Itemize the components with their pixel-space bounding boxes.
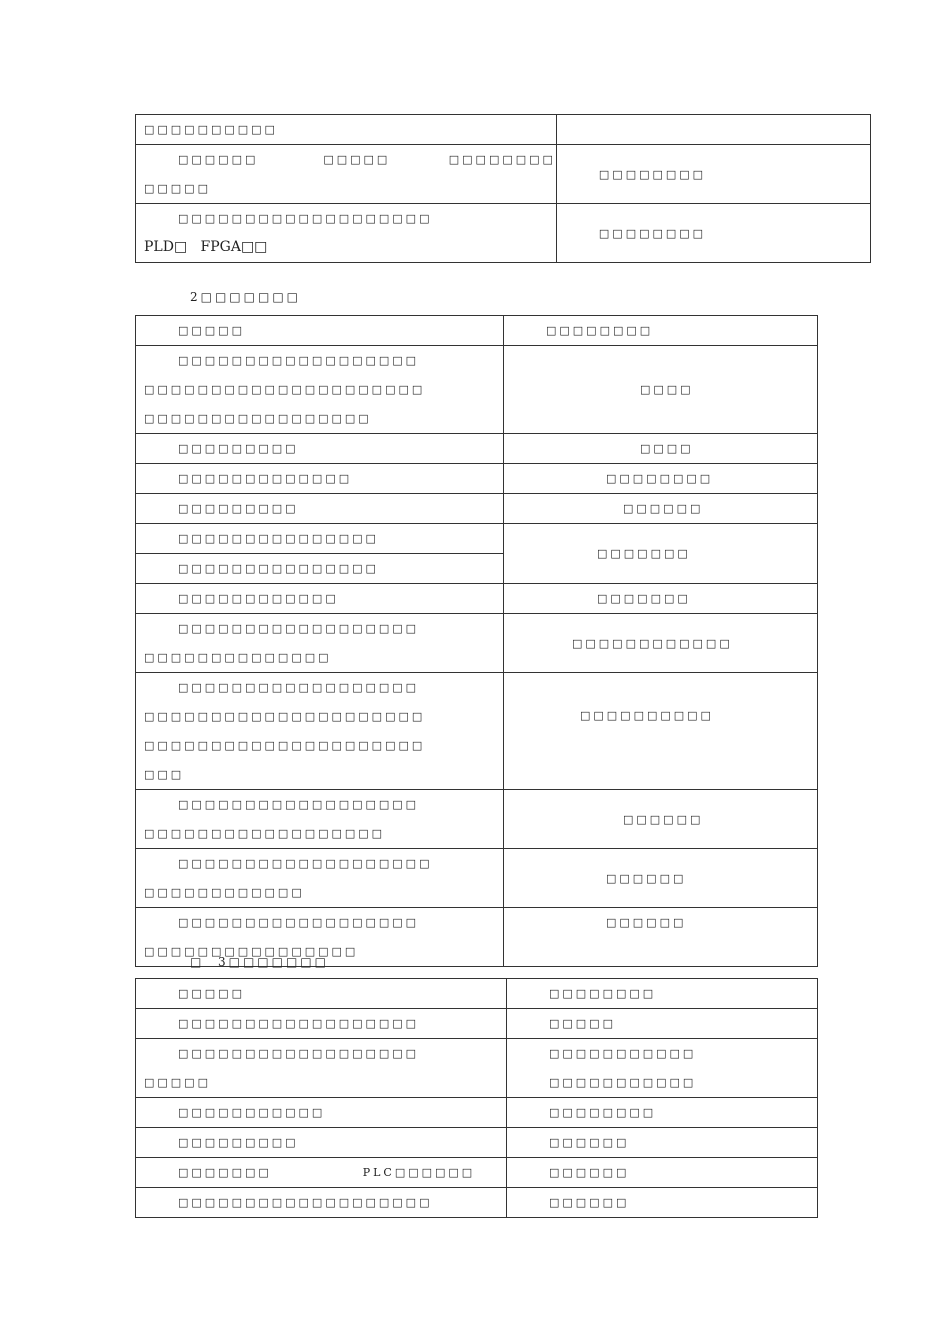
table-row: [136, 1009, 818, 1039]
cell-text: □□□□□□□□□□□□□□□□□□□□□: [144, 710, 426, 723]
table-row: [136, 1098, 818, 1128]
table-cell: [504, 524, 818, 584]
table-cell: [507, 1039, 818, 1098]
table-cell: [507, 1009, 818, 1039]
cell-text: □□□□□□□□□□□□□□□□□□□: [178, 212, 433, 225]
table-row: [136, 1188, 818, 1218]
table-row: [136, 614, 818, 673]
table-cell: [504, 849, 818, 908]
table-cell: [136, 145, 557, 204]
table-cell: [136, 1188, 507, 1218]
table-cell: [556, 115, 870, 145]
table-2: [135, 315, 818, 967]
cell-text: □□□□□□□□□□□: [549, 1047, 697, 1060]
cell-text: □□□□□: [178, 324, 245, 337]
table-cell: [556, 204, 870, 263]
cell-text: □□□□□□□□□□□□□□□□: [144, 945, 359, 958]
cell-text: □□□□□□□□□□□□□□□□□□: [178, 354, 420, 367]
cell-text: □□□□□□□□□□□□□□□□□□□: [178, 1196, 433, 1209]
table-cell: [504, 316, 818, 346]
cell-text: □□□□□□: [623, 812, 704, 826]
table-row: [136, 145, 871, 204]
table-row: [136, 204, 871, 263]
table-row: [136, 1158, 818, 1188]
table-cell: [136, 979, 507, 1009]
cell-text: □□□□□□□□□□□□: [144, 886, 305, 899]
cell-text: □□□□□□□□: [546, 324, 654, 337]
section-heading-2: 2□□□□□□□: [190, 290, 301, 304]
cell-text: □□□□□□: [606, 871, 687, 885]
table-cell: [504, 790, 818, 849]
table-cell: [136, 204, 557, 263]
cell-text: □□□□□□□□□□: [580, 709, 714, 722]
table-cell: [136, 434, 504, 464]
table-1: [135, 114, 871, 263]
table-cell: [136, 790, 504, 849]
cell-text: □□□□□: [178, 987, 245, 1000]
table-cell: [136, 1158, 507, 1188]
table-cell: [504, 908, 818, 967]
table-cell: [504, 494, 818, 524]
cell-text: □□□: [144, 768, 185, 781]
cell-text: □□□□□□ □□□□□ □□□□□□□□: [178, 153, 556, 166]
table-row: [136, 464, 818, 494]
cell-text: □□□□□□□□□□□□□□□□□□: [178, 1047, 420, 1060]
cell-text: □□□□□□□□□□□□□□□□□□: [178, 916, 420, 929]
table-cell: [136, 524, 504, 584]
table-cell: [136, 1009, 507, 1039]
cell-text: □□□□□□□□: [598, 167, 707, 181]
table-row: [136, 1128, 818, 1158]
cell-text: □□□□□: [144, 1076, 211, 1089]
cell-text: □□□□□□□□□□□: [549, 1076, 697, 1089]
cell-text: □□□□□□: [549, 1166, 630, 1179]
cell-text: □□□□□□□□□□□□: [572, 636, 733, 650]
table-cell: [504, 614, 818, 673]
table-cell: [507, 1128, 818, 1158]
cell-text: □□□□□□□□: [549, 1106, 657, 1119]
table-cell: [136, 1039, 507, 1098]
cell-text: □□□□□□□□□□□□□□□: [136, 524, 503, 554]
cell-text: □□□□□□□□□□□□□□□□□□□: [178, 857, 433, 870]
table-cell: [507, 1158, 818, 1188]
table-cell: [136, 316, 504, 346]
table-row: [136, 524, 818, 584]
table-cell: [504, 434, 818, 464]
table-cell: [136, 584, 504, 614]
table-cell: [507, 1188, 818, 1218]
cell-text: □□□□□□□: [597, 547, 691, 560]
table-cell: [136, 1098, 507, 1128]
table-cell: [136, 849, 504, 908]
cell-text: □□□□□□□: [597, 592, 691, 605]
cell-text: □□□□□□□ PLC□□□□□□: [178, 1166, 476, 1179]
section-heading-3: □ 3□□□□□□□: [190, 955, 329, 969]
table-row: [136, 434, 818, 464]
cell-text: □□□□□□□□□□□□□□□□□□: [178, 622, 420, 635]
cell-text: □□□□□□□□□□□□□□□□□□: [178, 1017, 420, 1030]
table-cell: [136, 346, 504, 434]
table-row: [136, 979, 818, 1009]
table-3: [135, 978, 818, 1218]
table-row: [136, 494, 818, 524]
table-row: [136, 584, 818, 614]
table-cell: [136, 673, 504, 790]
table-cell: [504, 584, 818, 614]
cell-text: □□□□□□: [606, 916, 687, 929]
cell-text: □□□□□□□□□: [178, 1136, 299, 1149]
table-cell: [507, 979, 818, 1009]
cell-text: □□□□□□: [623, 502, 704, 515]
cell-text: □□□□□□□□: [549, 987, 657, 1000]
cell-text: □□□□□□□□□□□: [178, 1106, 326, 1119]
table-cell: [504, 346, 818, 434]
cell-text: □□□□: [640, 442, 694, 455]
cell-text: □□□□□□□□: [606, 472, 714, 485]
cell-text: □□□□□□□□□□: [144, 123, 278, 136]
table-cell: [136, 1128, 507, 1158]
cell-text: □□□□□: [144, 182, 211, 195]
cell-text: □□□□□□: [549, 1196, 630, 1209]
table-row: [136, 790, 818, 849]
table-cell: [136, 494, 504, 524]
cell-text: [557, 115, 870, 144]
cell-text: □□□□□□: [549, 1136, 630, 1149]
table-cell: [136, 464, 504, 494]
cell-text: □□□□□□□□□□□□□□□□□: [144, 412, 372, 425]
cell-text: □□□□□□□□□: [178, 442, 299, 455]
cell-text: □□□□□□□□□□□□□□: [144, 651, 332, 664]
table-cell: [136, 614, 504, 673]
cell-text: □□□□□□□□□□□□□□□: [178, 562, 379, 575]
table-cell: [504, 464, 818, 494]
table-row: [136, 849, 818, 908]
table-row: [136, 346, 818, 434]
cell-text: □□□□□□□□□□□□□□□□□□: [178, 681, 420, 694]
cell-text: □□□□□□□□□□□□□□□□□□□□□: [144, 383, 426, 396]
table-row: [136, 316, 818, 346]
cell-text: □□□□□□□□□□□□□□□□□□: [144, 827, 386, 840]
cell-text: □□□□□: [549, 1017, 616, 1030]
table-cell: [136, 115, 557, 145]
cell-text: □□□□□□□□□: [178, 502, 299, 515]
cell-text: PLD□ FPGA□□: [144, 239, 268, 255]
table-cell: [507, 1098, 818, 1128]
table-cell: [556, 145, 870, 204]
table-row: [136, 115, 871, 145]
table-cell: [504, 673, 818, 790]
cell-text: □□□□□□□□□□□□□: [178, 472, 353, 485]
cell-text: □□□□□□□□□□□□□□□□□□: [178, 798, 420, 811]
cell-text: □□□□□□□□□□□□: [178, 592, 339, 605]
table-row: [136, 1039, 818, 1098]
cell-text: □□□□□□□□□□□□□□□□□□□□□: [144, 739, 426, 752]
table-row: [136, 673, 818, 790]
cell-text: □□□□□□□□: [598, 226, 707, 240]
cell-text: □□□□: [640, 383, 694, 396]
